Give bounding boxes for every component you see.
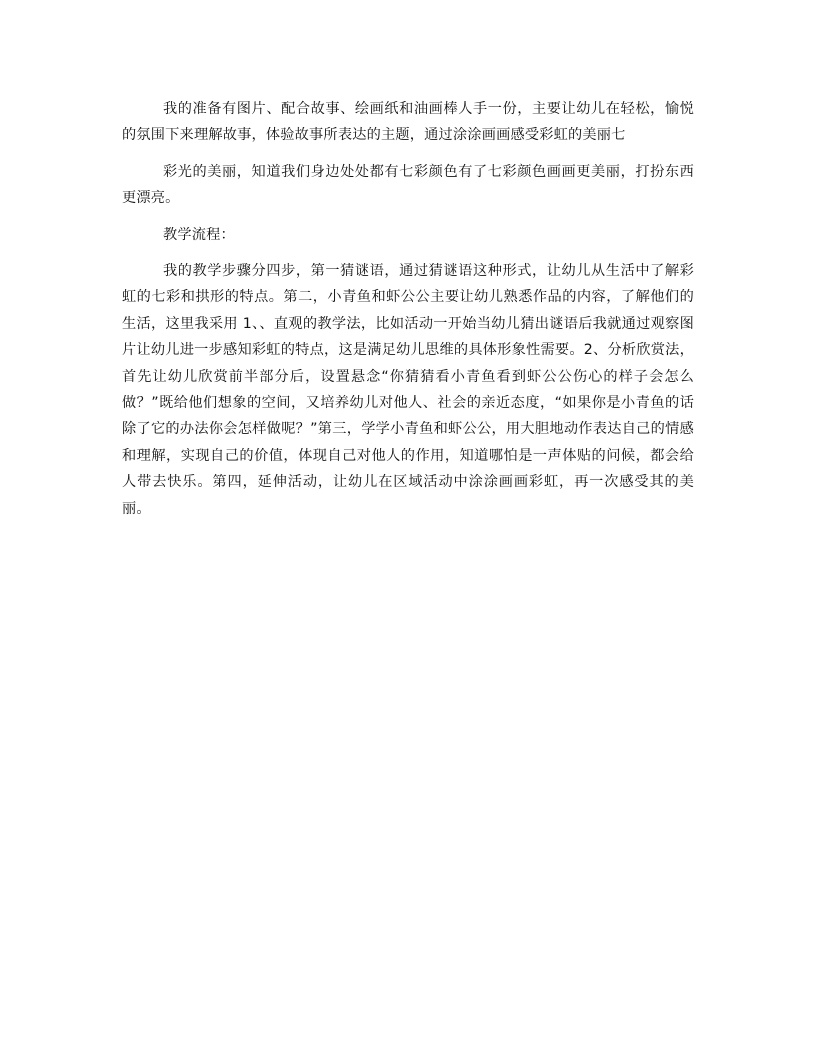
document-body [122, 96, 694, 532]
paragraph-teaching-process-heading: 教学流程： [163, 226, 235, 243]
paragraph-teaching-steps: 我的教学步骤分四步，第一猜谜语，通过猜谜语这种形式，让幼儿从生活中了解彩虹的七彩和拱形的特点。第二，小青鱼和虾公公主要让幼儿熟悉作品的内容，了解他们的生活，这里我采用 1、、直观的教学法，比如活动一开始当幼儿猜出谜语后我就通过观察图片让幼儿进一步感知彩虹的特点，这是满足幼儿思维的具体形象性需要。2、分析欣赏法，首先让幼儿欣赏前半部分后，设置悬念“你猜猜看小青鱼看到虾公公伤心的样子会怎么做？”既给他们想象的空间，又培养幼儿对他人、社会的亲近态度，“如果你是小青鱼的话除了它的办法你会怎样做呢？”第三，学学小青鱼和虾公公，用大胆地动作表达自己的情感和理解，实现自己的价值，体现自己对他人的作用，知道哪怕是一声体贴的问候，都会给人带去快乐。第四，延伸活动，让幼儿在区域活动中涂涂画画彩虹，再一次感受其的美丽。 [122, 263, 694, 517]
paragraph-preparation: 我的准备有图片、配合故事、绘画纸和油画棒人手一份，主要让幼儿在轻松，愉悦的氛围下来理解故事，体验故事所表达的主题，通过涂涂画画感受彩虹的美丽七 [122, 101, 694, 144]
paragraph-rainbow-beauty: 彩光的美丽，知道我们身边处处都有七彩颜色有了七彩颜色画画更美丽，打扮东西更漂亮。 [122, 163, 694, 207]
